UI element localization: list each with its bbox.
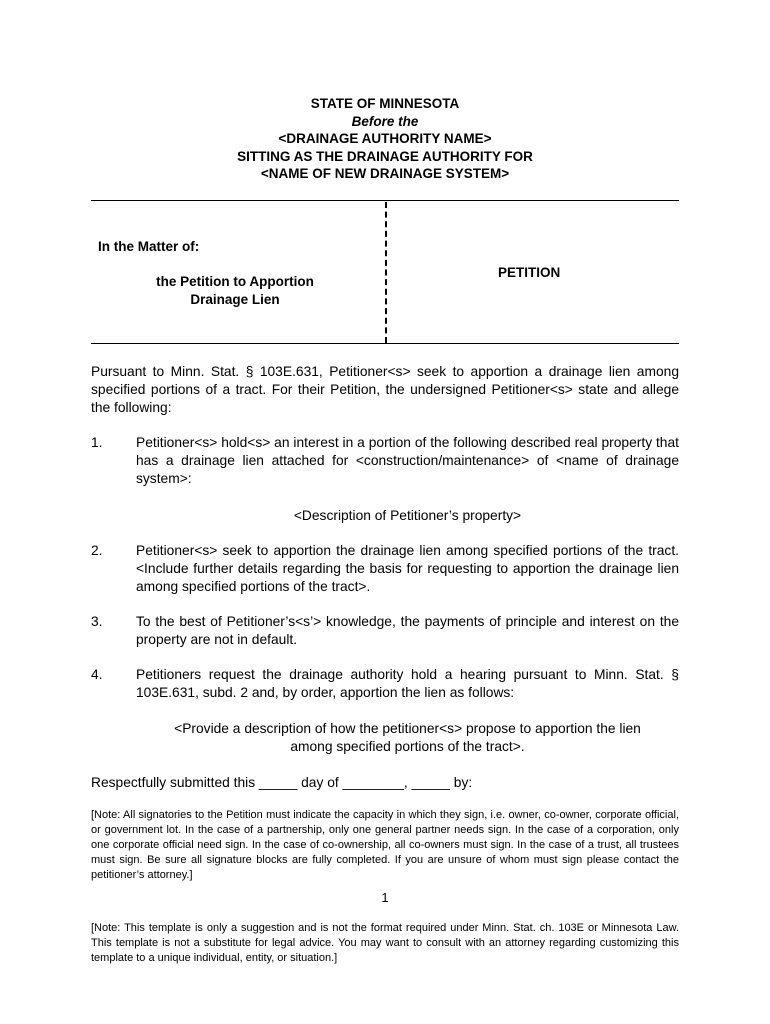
caption-bottom-rule <box>91 343 679 344</box>
caption-top-rule <box>91 200 679 201</box>
signatory-note: [Note: All signatories to the Petition must indicate the capacity in which they sign, i.e. owner, co-owner, corporate official, or government lot. In the case of a partnership, only one general partner needs sign. In the case of a corporation, only one corporate official need sign. In the case of co-ownership, all co-owners must sign. In the case of a trust, all trustees must sign. Be sure all signature blocks are fully completed. If you are unsure of whom must sign please contact the petitioner’s attorney.] <box>91 809 679 881</box>
item-text-3: To the best of Petitioner’s<s’> knowledge, the payments of principle and interest on the property are not in default. <box>136 614 679 647</box>
matter-line-2: Drainage Lien <box>190 292 280 307</box>
submission-line: Respectfully submitted this _____ day of ________, _____ by: <box>91 775 473 790</box>
document-header <box>0 95 770 183</box>
item-number-4: 4. <box>91 667 103 682</box>
authority-heading: <DRAINAGE AUTHORITY NAME> <box>278 131 492 146</box>
sitting-heading: SITTING AS THE DRAINAGE AUTHORITY FOR <box>237 148 533 164</box>
system-heading: <NAME OF NEW DRAINAGE SYSTEM> <box>260 166 510 181</box>
page-number: 1 <box>381 890 389 905</box>
petition-title: PETITION <box>498 265 561 280</box>
apportion-line-1: <Provide a description of how the petitioner<s> propose to apportion the lien <box>174 721 641 736</box>
apportion-line-2: among specified portions of the tract>. <box>290 739 525 754</box>
apportion-description <box>136 720 679 756</box>
matter-line-1: the Petition to Apportion <box>156 274 314 289</box>
item-number-3: 3. <box>91 614 103 629</box>
item-text-2: Petitioner<s> seek to apportion the drainage lien among specified portions of the tract. <Include further details regarding the basis for requesting to apportion the drainage lien among specified portions of the tract>. <box>136 543 679 594</box>
intro-paragraph: Pursuant to Minn. Stat. § 103E.631, Petitioner<s> seek to apportion a drainage lien among specified portions of a tract. For their Petition, the undersigned Petitioner<s> state and allege the following: <box>91 364 679 415</box>
item-text-4: Petitioners request the drainage authority hold a hearing pursuant to Minn. Stat. § 103E.631, subd. 2 and, by order, apportion the lien as follows: <box>136 667 679 700</box>
before-heading: Before the <box>351 113 419 129</box>
matter-title <box>130 273 340 309</box>
matter-label: In the Matter of: <box>98 239 200 254</box>
template-disclaimer: [Note: This template is only a suggestion and is not the format required under Minn. Stat. ch. 103E or Minnesota Law. This template is not a substitute for legal advice. You may want to consult with an attorney regarding customizing this template to a unique individual, entity, or situation.] <box>91 922 679 964</box>
caption-divider <box>385 202 387 343</box>
item-number-2: 2. <box>91 543 103 558</box>
property-description: <Description of Petitioner’s property> <box>293 508 522 523</box>
item-number-1: 1. <box>91 435 103 450</box>
state-heading: STATE OF MINNESOTA <box>310 96 460 111</box>
item-text-1: Petitioner<s> hold<s> an interest in a portion of the following described real property that has a drainage lien attached for <construction/maintenance> of <name of drainage system>: <box>136 435 679 486</box>
